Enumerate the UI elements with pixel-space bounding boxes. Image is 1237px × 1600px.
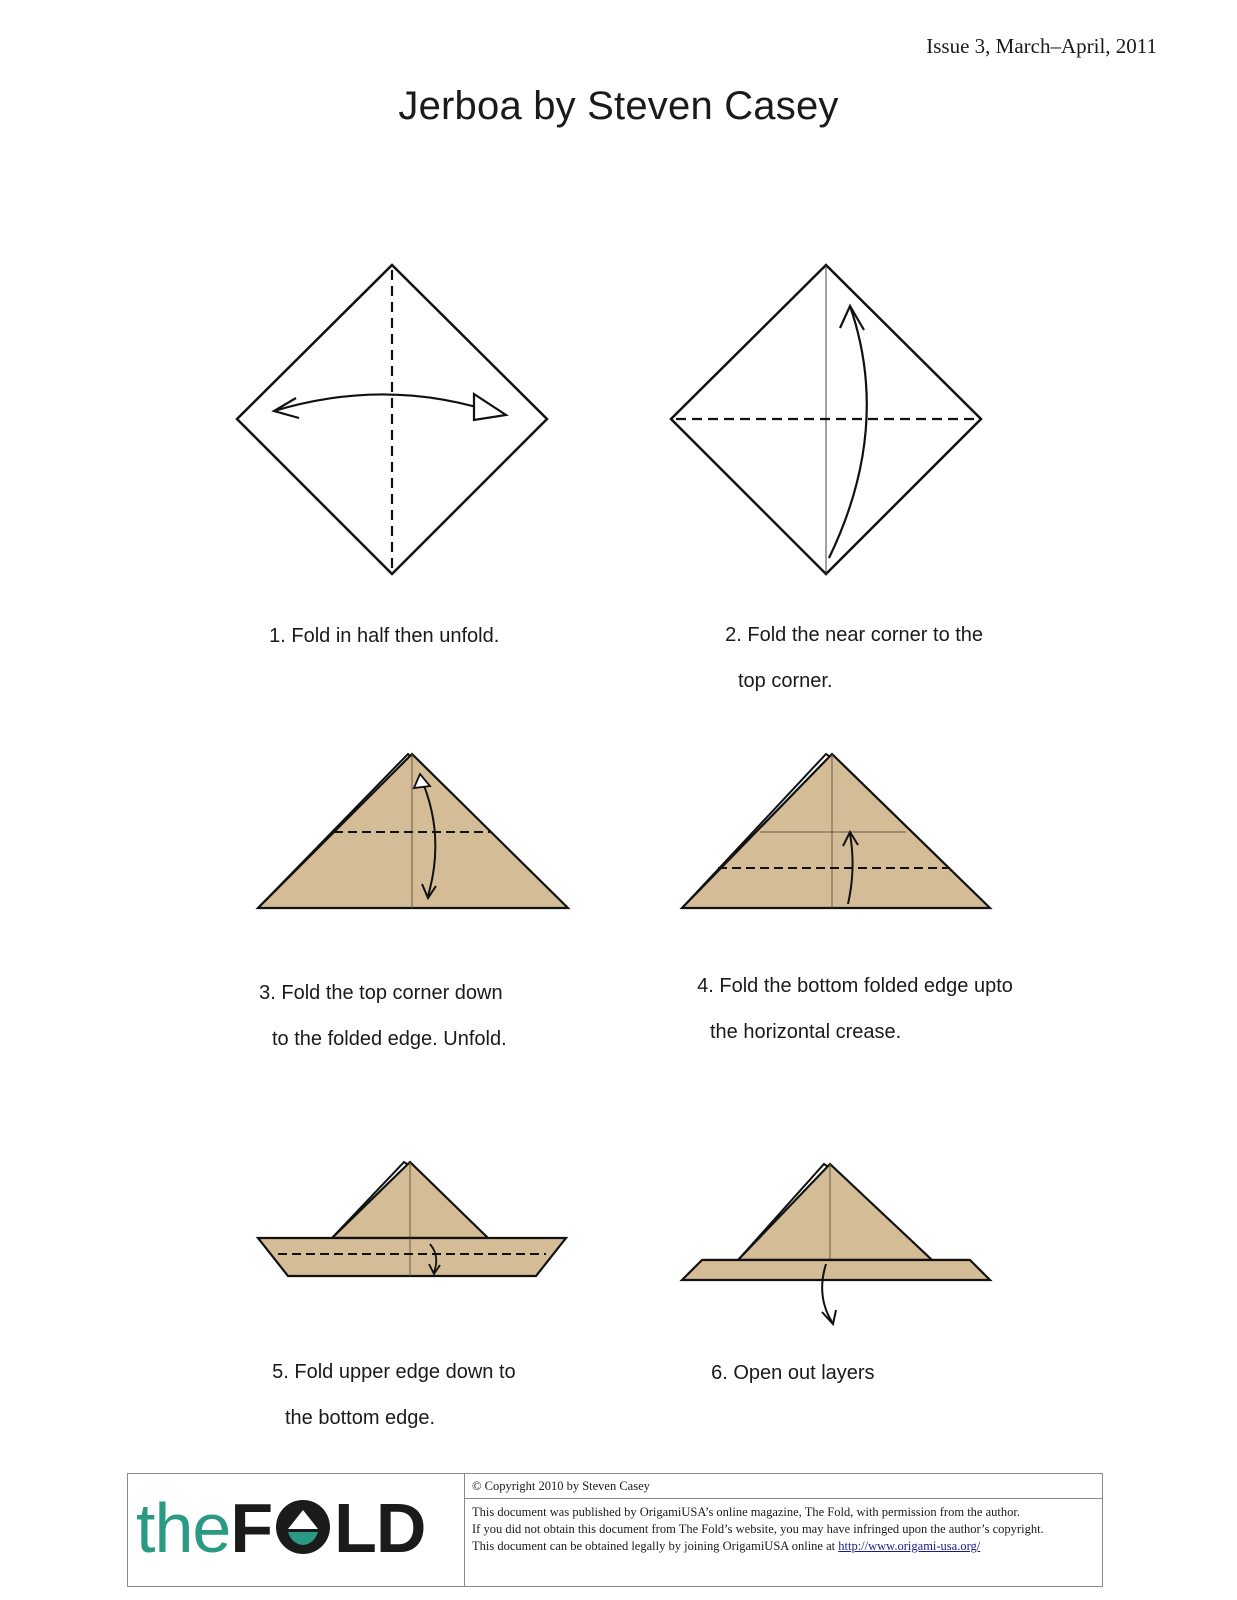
step-1-caption — [258, 602, 499, 648]
step-1-line-1: 1. Fold in half then unfold. — [269, 625, 500, 647]
the-fold-logo — [136, 1488, 425, 1568]
step-1-diagram — [230, 258, 554, 582]
step-6-line-1: 6. Open out layers — [711, 1362, 875, 1384]
legal-line-3-text: This document can be obtained legally by joining OrigamiUSA online at — [472, 1539, 839, 1553]
step-5-line-2: the bottom edge. — [285, 1407, 436, 1429]
logo-f-text: F — [230, 1489, 273, 1567]
logo-o-mark-icon — [274, 1498, 332, 1556]
origami-usa-link[interactable]: http://www.origami-usa.org/ — [838, 1539, 981, 1553]
step-2-caption — [714, 601, 983, 716]
step-5-line-1: 5. Fold upper edge down to — [272, 1361, 516, 1383]
copyright-text: © Copyright 2010 by Steven Casey — [472, 1479, 650, 1493]
step-2-line-1: 2. Fold the near corner to the — [725, 624, 984, 646]
page-title: Jerboa by Steven Casey — [398, 84, 839, 128]
step-6-diagram — [678, 1156, 996, 1332]
step-3-diagram — [254, 748, 572, 914]
step-3-line-2: to the folded edge. Unfold. — [272, 1028, 507, 1050]
step-6-caption — [700, 1339, 875, 1385]
step-4-diagram — [678, 748, 996, 914]
step-4-line-2: the horizontal crease. — [710, 1021, 902, 1043]
copyright-row — [465, 1474, 1102, 1499]
legal-line-1: This document was published by OrigamiUSA’s online magazine, The Fold, with permission from the author. — [472, 1505, 1020, 1519]
the-fold-logo-box — [128, 1474, 465, 1586]
footer-box — [127, 1473, 1103, 1587]
legal-line-3 — [472, 1538, 1096, 1555]
issue-date: Issue 3, March–April, 2011 — [926, 34, 1157, 58]
legal-notice — [472, 1504, 1096, 1555]
step-5-diagram — [254, 1156, 572, 1282]
step-3-line-1: 3. Fold the top corner down — [259, 982, 503, 1004]
step-5-caption — [261, 1338, 516, 1453]
logo-ld-text: LD — [334, 1489, 426, 1567]
step-4-caption — [686, 952, 1013, 1067]
legal-line-2: If you did not obtain this document from The Fold’s website, you may have infringed upon the author’s copyright. — [472, 1522, 1044, 1536]
step-4-line-1: 4. Fold the bottom folded edge upto — [697, 975, 1013, 997]
step-2-line-2: top corner. — [738, 670, 833, 692]
step-3-caption — [248, 959, 507, 1074]
logo-the-text: the — [136, 1489, 231, 1567]
step-2-diagram — [664, 258, 988, 582]
